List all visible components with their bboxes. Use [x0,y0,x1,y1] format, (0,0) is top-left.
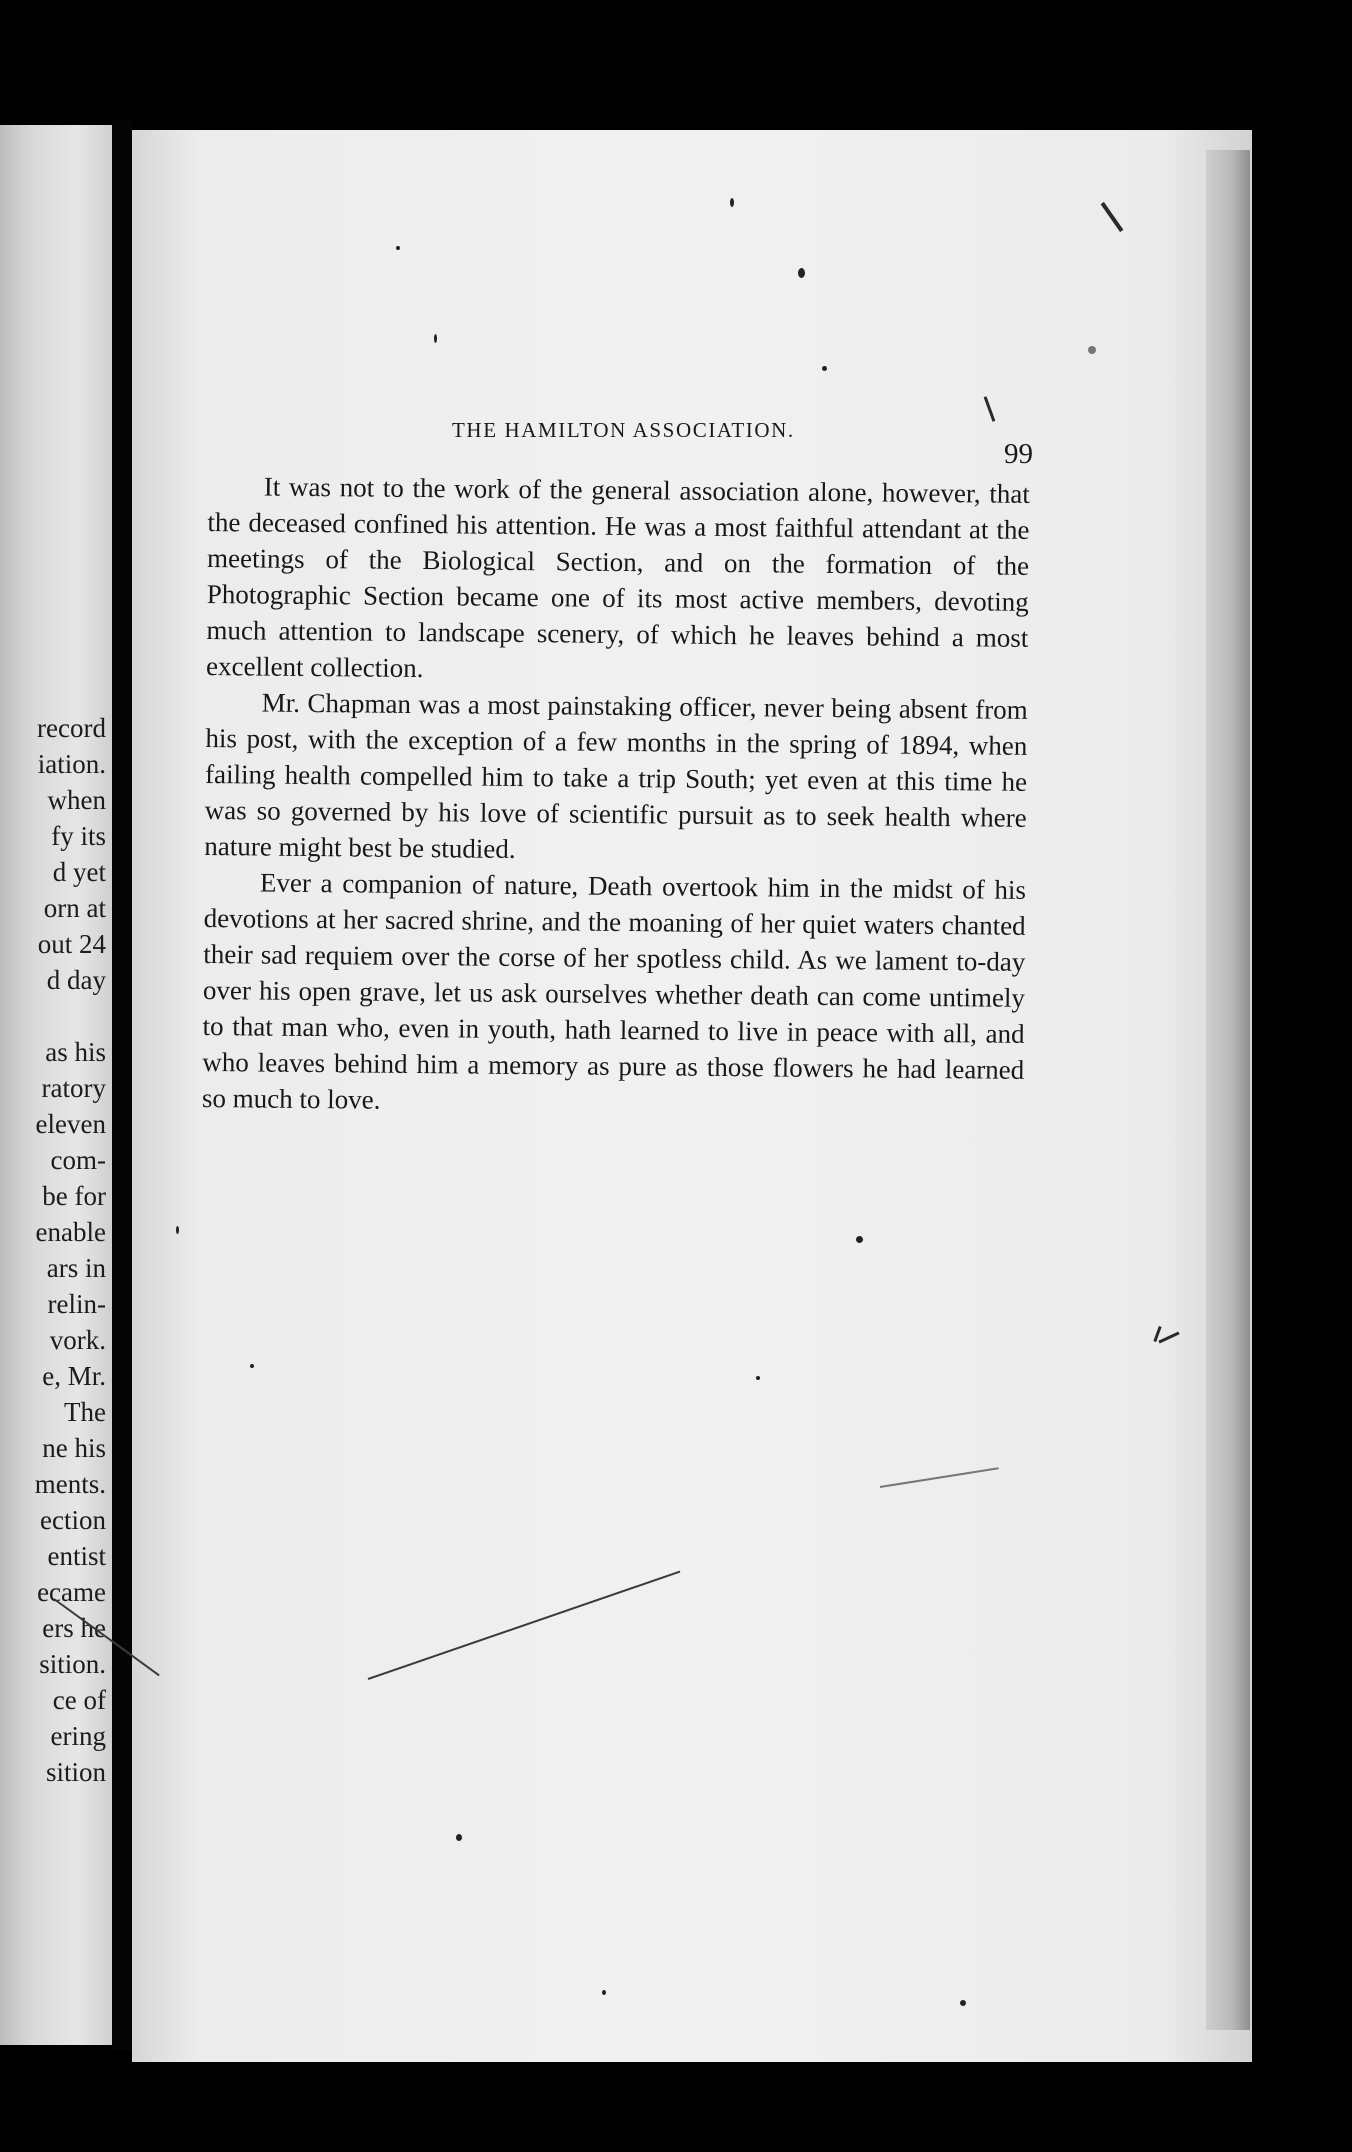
facing-line: relin- [47,1289,106,1319]
facing-line: fy its [51,821,106,851]
facing-line: The [64,1397,106,1427]
book-gutter [112,120,132,2050]
facing-line: entist [47,1541,106,1571]
facing-line: eleven [35,1109,106,1139]
facing-paragraph-gap [0,998,106,1034]
facing-line: d yet [52,857,106,887]
facing-line: ection [40,1505,106,1535]
dust-speck [822,366,827,371]
facing-line: ments. [34,1469,106,1499]
facing-line: com- [50,1145,106,1175]
facing-line: ecame [37,1577,106,1607]
facing-line: iation. [37,749,106,779]
dust-speck [730,198,734,207]
facing-line: as his [45,1037,106,1067]
paragraph: Ever a companion of nature, Death overtook him in the midst of his devotions at her sacred shrine, and the moaning of her quiet waters chanted their sad requiem over the corse of her spotless child. As we lament to-day over his open grave, let us ask ourselves whether death can come untimely to that man who, even in youth, hath learned to live in peace with all, and who leaves behind him a memory as pure as those flowers he had learned so much to love. [201,867,1027,1115]
facing-line: ne his [42,1433,106,1463]
running-header: THE HAMILTON ASSOCIATION. [452,418,795,442]
dust-speck [602,1990,606,1995]
dust-speck [250,1364,254,1368]
facing-line: d day [46,965,106,995]
facing-line: orn at [43,893,106,923]
dust-speck [798,268,805,278]
facing-line: e, Mr. [42,1361,106,1391]
page-edge-shadow [1206,150,1250,2030]
facing-line: ers he [42,1613,106,1643]
dust-speck [856,1236,863,1243]
facing-page-text [0,710,106,1790]
facing-line: record [37,713,106,743]
facing-line: sition. [39,1649,106,1679]
dust-speck [756,1376,760,1380]
paragraph: Mr. Chapman was a most painstaking officer, never being absent from his post, with the exception of a few months in the spring of 1894, when failing health compelled him to take a trip South; yet even at this time he was so governed by his love of scientific pursuit as to seek health where nature might best be studied. [204,687,1028,864]
dust-speck [1088,346,1096,354]
page-body [202,468,1030,1124]
dust-speck [176,1226,179,1234]
facing-line: when [47,785,106,815]
facing-line: enable [35,1217,106,1247]
dust-speck [456,1834,462,1841]
dust-speck [960,2000,966,2006]
facing-line: sition [45,1757,106,1787]
facing-line: be for [42,1181,106,1211]
dust-speck [434,334,437,343]
facing-line: ars in [46,1253,106,1283]
facing-line: out 24 [37,929,106,959]
facing-line: vork. [49,1325,106,1355]
page-number: 99 [1004,438,1033,470]
paragraph: It was not to the work of the general association alone, however, that the deceased confined his attention. He was a most faithful attendant at the meetings of the Biological Section, and on the formation of the Photographic Section became one of its most active members, devoting much attention to landscape scenery, of which he leaves behind a most excellent collection. [205,471,1030,684]
facing-line: ering [50,1721,106,1751]
dust-speck [396,246,400,250]
facing-line: ratory [41,1073,106,1103]
facing-line: ce of [52,1685,106,1715]
facing-page-fragment [0,125,112,2045]
